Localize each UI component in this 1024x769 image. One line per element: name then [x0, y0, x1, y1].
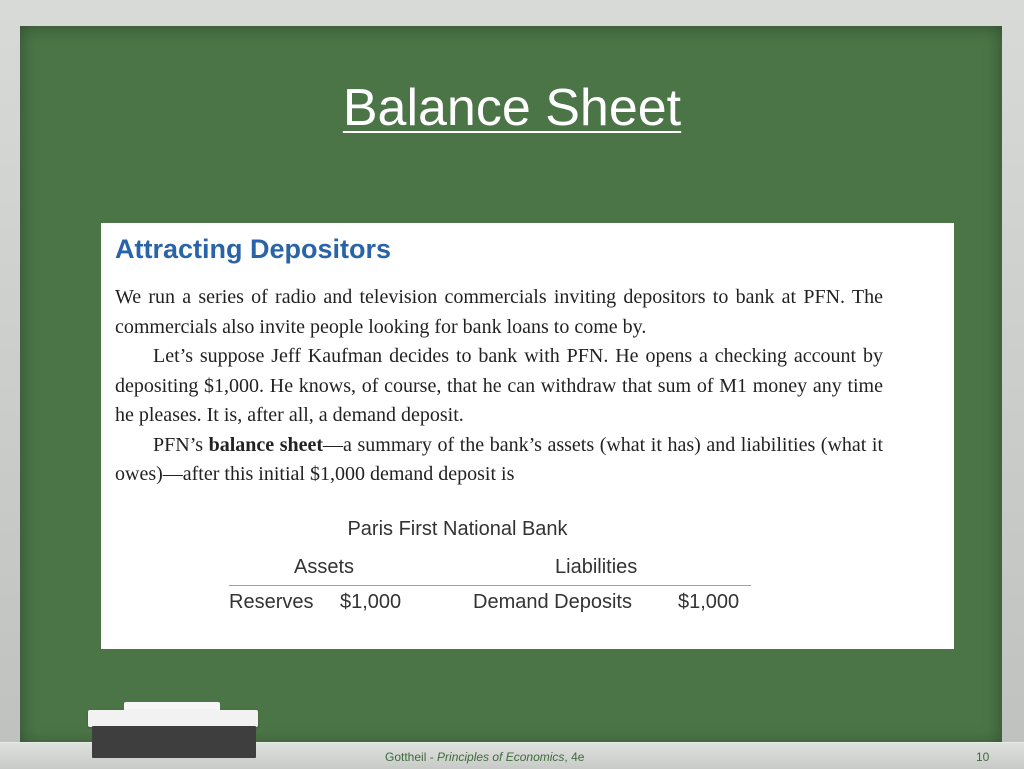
slide-title	[0, 76, 1024, 140]
paragraph-3-rest: —a summary of the bank’s assets (what it has) and liabilities (what it owes)—after this initial $1,000 demand deposit is	[115, 433, 883, 485]
demand-deposits-label: Demand Deposits	[473, 591, 632, 613]
textbook-excerpt-panel	[101, 223, 954, 649]
balance-sheet-term: balance sheet	[208, 433, 324, 456]
slide-number: 10	[976, 750, 990, 764]
eraser-block	[92, 726, 256, 758]
footer-book-title: Principles of Economics	[437, 750, 565, 764]
footer-author: Gottheil -	[385, 750, 438, 764]
demand-deposits-value: $1,000	[678, 591, 740, 613]
panel-heading: Attracting Depositors	[115, 234, 392, 264]
table-rule	[229, 585, 751, 586]
footer-edition: , 4e	[564, 750, 585, 764]
paragraph-1: We run a series of radio and television commercials inviting depositors to bank at PFN. The commercials also invite people looking for bank loans to come by.	[115, 286, 883, 338]
liabilities-header: Liabilities	[555, 556, 638, 578]
assets-header: Assets	[294, 556, 355, 578]
paragraph-3	[115, 431, 883, 490]
excerpt-body	[115, 283, 883, 490]
slide-title-text: Balance Sheet	[342, 79, 682, 137]
balance-sheet-caption: Paris First National Bank	[347, 518, 568, 540]
reserves-label: Reserves	[229, 591, 314, 613]
paragraph-2: Let’s suppose Jeff Kaufman decides to bank with PFN. He opens a checking account by depositing $1,000. He knows, of course, that he can withdraw that sum of M1 money any time he pleases. It is, after all, a demand deposit.	[115, 345, 883, 426]
footer-citation	[385, 750, 584, 764]
reserves-value: $1,000	[340, 591, 402, 613]
eraser-felt	[88, 710, 258, 727]
paragraph-3-lead: PFN’s	[153, 433, 209, 456]
